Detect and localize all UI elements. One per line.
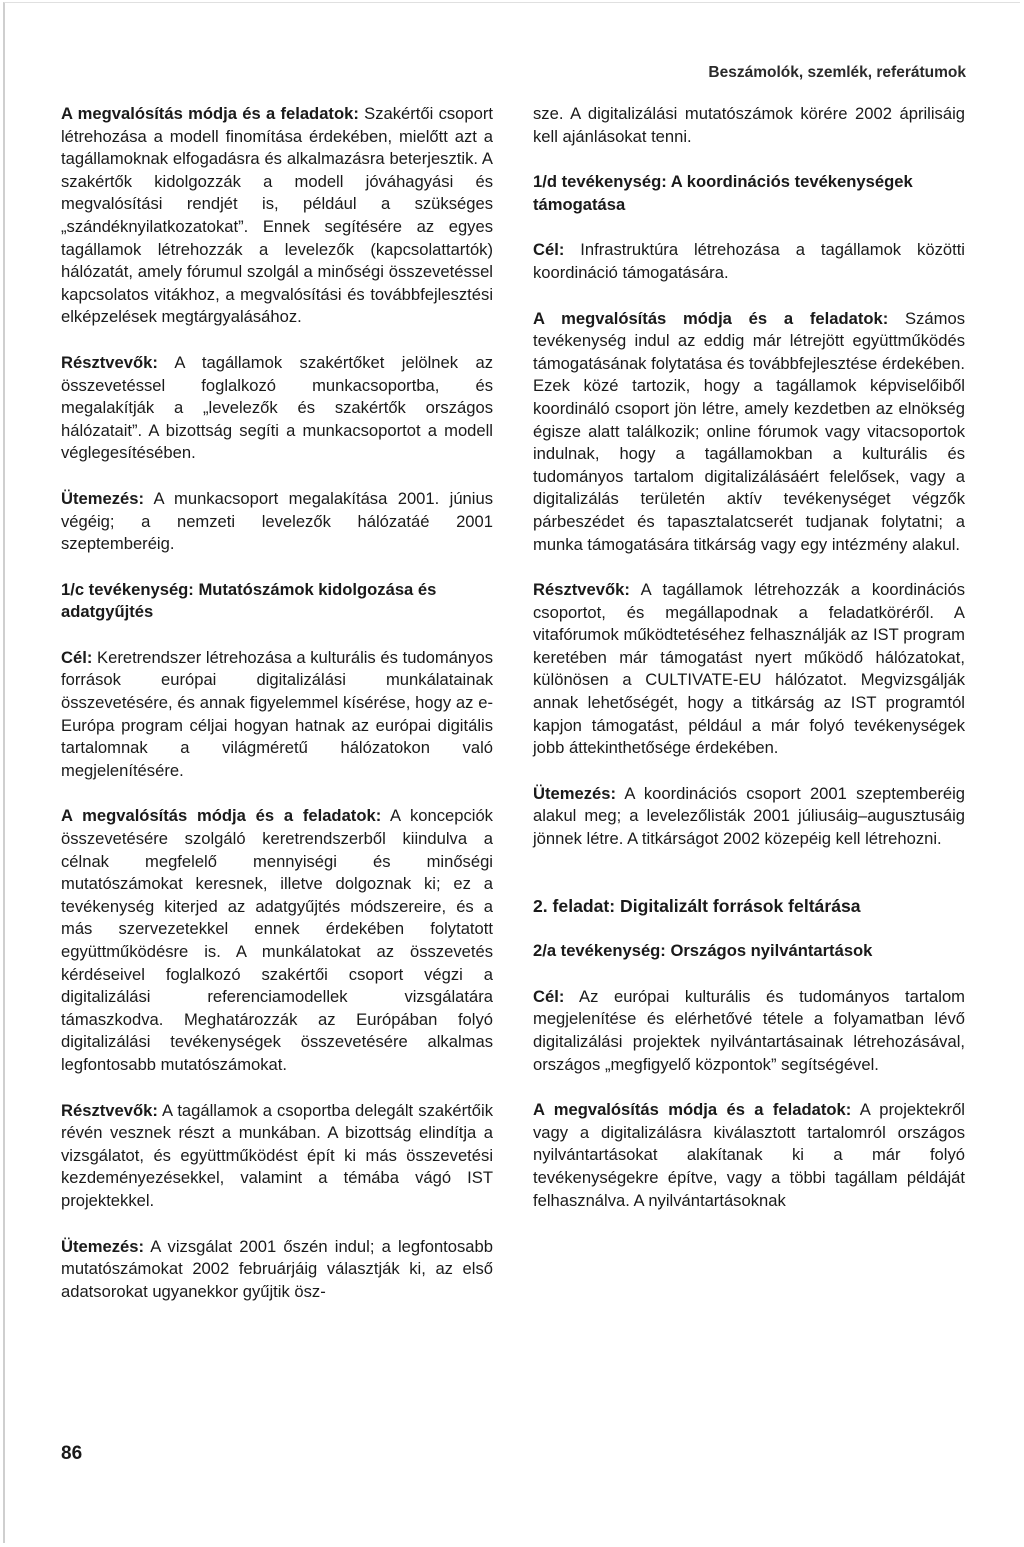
paragraph-continuation: sze. A digitalizálási mutatószámok körére 2002 áprilisáig kell ajánlásokat tenni. [533,104,965,146]
paragraph-label: Cél: [533,986,565,1006]
paragraph-label: Ütemezés: [533,783,617,803]
paragraph-text: Számos tevékenység indul az eddig már létrejött együttműködés támogatásának folytatása és továbbfejlesztése érdekében. Ezek közé tartozik, hogy a tagállamok képviselőiből koordináló csoport jön létre, amely kezdetben az elnökség égisze alatt találkozik; online fórumok vagy vitacsoportok indulnak, hogy a tagállamokban a kulturális és tudományos tartalom digitalizálásáért felelősek, vagy a digitalizálás területén aktív tevékenységet végzők párbeszédet és tapasztalatcserét tudjanak folytatni; a munka támogatására titkárság vagy egy intézmény alakul. [533,308,965,554]
paragraph-participants [61,352,493,465]
paragraph-schedule [533,783,965,851]
activity-heading-1d: 1/d tevékenység: A koordinációs tevékenységek támogatása [533,172,913,214]
paragraph-label: Ütemezés: [61,1236,145,1256]
paragraph-label: Résztvevők: [61,1100,158,1120]
paragraph-text: A tagállamok a csoportba delegált szakértőik révén vesznek részt a munkában. A bizottság elindítja a vizsgálatot, és együttműködést épít ki más összevetési kezdeményezésekkel, valamint a témába vágó IST projektekkel. [61,1100,493,1210]
paragraph-implementation [533,1099,965,1212]
paragraph-label: A megvalósítás módja és a feladatok: [61,806,382,826]
paragraph-text: A projektekről vagy a digitalizálásra kiválasztott tartalomról országos nyilvántartásokat alakítanak ki a már folyó tevékenységekre építve, vagy a többi tagállam példáját felhasználva. A nyilvántartásoknak [533,1100,965,1210]
paragraph-label: Cél: [533,240,565,260]
paragraph-text: A tagállamok létrehozzák a koordinációs csoportot, és megállapodnak a feladatköréről. A vitafórumok működtetéséhez felhasználják az IST program keretében már támogatást nyert működő hálózatokat, különösen a CULTIVATE-EU hálózatot. Megvizsgálják annak lehetőségét, hogy a titkárság az IST programtól kapjon támogatást, például a már folyó tevékenységek jobb áttekinthetősége érdekében. [533,580,965,758]
paragraph-label: A megvalósítás módja és a feladatok: [61,104,359,123]
paragraph-schedule [61,1236,493,1304]
paragraph-label: Ütemezés: [61,488,145,508]
right-column [533,103,965,1212]
left-column [61,103,493,1303]
paragraph-label: Résztvevők: [61,352,158,372]
paragraph-text: A munkacsoport megalakítása 2001. június végéig; a nemzeti levelezők hálózatáé 2001 szeptemberéig. [61,488,493,554]
paragraph-text: A vizsgálat 2001 őszén indul; a legfontosabb mutatószámokat 2002 februárjáig választják ki, az első adatsorokat ugyanekkor gyűjtik ösz- [61,1236,493,1301]
running-header: Beszámolók, szemlék, referátumok [708,64,966,81]
paragraph-text: Szakértői csoport létrehozása a modell finomítása érdekében, mielőtt azt a tagállamoknak elfogadásra és alkalmazásra beterjesztik. A szakértők kidolgozzák a modell jóváhagyási és megvalósítási rendjét is, például a szükséges „szándéknyilatkozatokat”. Ennek segítésére az egyes tagállamok létrehozzák a levelezők (kapcsolattartók) hálózatát, amely fórumul szolgál a minőségi összevetéssel kapcsolatos vitákhoz, a megvalósítási és továbbfejlesztési elképzelések megtárgyalásához. [61,104,493,327]
paragraph-text: A koncepciók összevetésére szolgáló keretrendszerből kiindulva a célnak megfelelő mennyiségi és minőségi mutatószámokat keresnek, illetve dolgoznak ki; ez a tevékenység kiterjed az adatgyűjtés módszereire, és a más szervezetekkel ennek érdekében folytatott együttműködésre is. A munkálatokat az összevetés kérdéseivel foglalkozó szakértői csoport végzi a digitalizálási referenciamodellek vizsgálatára támaszkodva. Meghatározzák az Európában folyó digitalizálási tevékenységek összevetésére alkalmas legfontosabb mutatószámokat. [61,806,493,1074]
paragraph-text: Az európai kulturális és tudományos tartalom megjelenítése és elérhetővé tétele a folyamatban lévő digitalizálási projektek nyilvántartásainak létrehozásával, országos „megfigyelő központok” segítségével. [533,986,965,1074]
activity-heading-2a: 2/a tevékenység: Országos nyilvántartások [533,941,873,961]
paragraph-participants [61,1100,493,1213]
page-number: 86 [61,1443,83,1464]
paragraph-label: A megvalósítás módja és a feladatok: [533,308,889,328]
paragraph-participants [533,579,965,760]
paragraph-goal [61,647,493,783]
paragraph-implementation [533,308,965,557]
paragraph-text: Infrastruktúra létrehozása a tagállamok közötti koordináció támogatására. [533,240,965,282]
paragraph-text: A tagállamok szakértőket jelölnek az összevetéssel foglalkozó munkacsoportba, és megalakítják a „levelezők és szakértők országos hálózatait”. A bizottság segíti a munkacsoportot a modell véglegesítésében. [61,352,493,463]
paragraph-text: A koordinációs csoport 2001 szeptemberéig alakul meg; a levelezőlisták 2001 júliusáig–augusztusáig jönnek létre. A titkárságot 2002 közepéig kell létrehozni. [533,783,965,849]
paragraph-label: A megvalósítás módja és a feladatok: [533,1100,852,1120]
paragraph-label: Cél: [61,647,93,667]
section-heading-2: 2. feladat: Digitalizált források feltárása [533,895,861,916]
paragraph-goal [533,239,965,284]
paragraph-implementation [61,103,493,329]
paragraph-label: Résztvevők: [533,580,630,600]
paragraph-goal [533,986,965,1076]
activity-heading-1c: 1/c tevékenység: Mutatószámok kidolgozása és adatgyűjtés [61,579,437,622]
paragraph-text: Keretrendszer létrehozása a kulturális és tudományos források európai digitalizálási munkálatainak összevetésére, és annak figyelemmel kísérése, hogy az e-Európa program céljai hogyan hatnak az európai digitális tartalomnak a világméretű hálózatokon való megjelenítésére. [61,647,493,780]
paragraph-implementation [61,805,493,1076]
paragraph-schedule [61,488,493,556]
